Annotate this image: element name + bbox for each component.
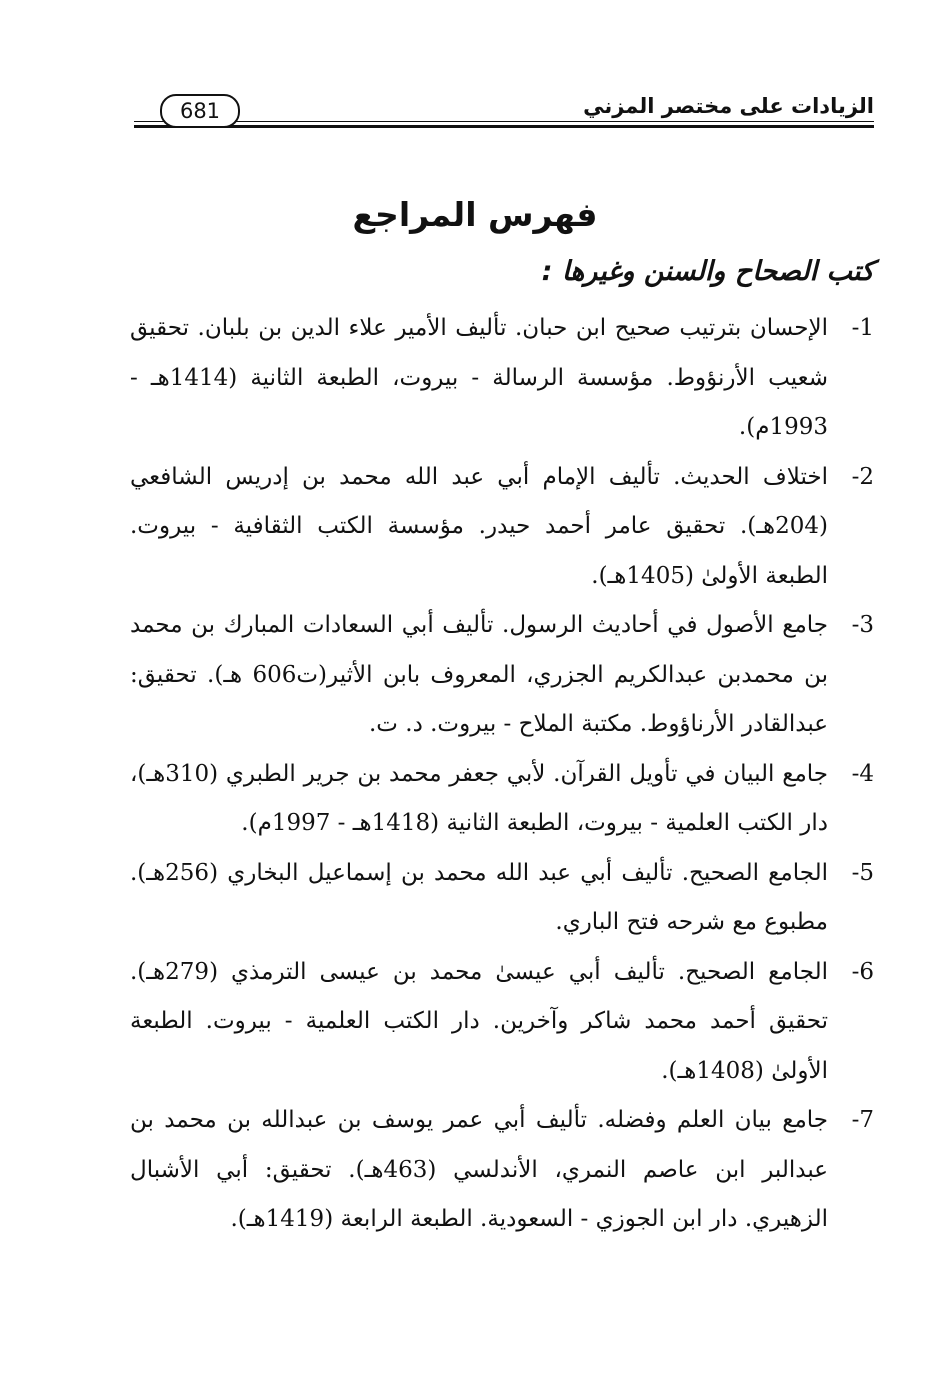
header-rule-thin [134, 121, 874, 122]
header-rule-thick [134, 125, 874, 128]
reference-number: 5- [851, 859, 874, 886]
reference-text: جامع البيان في تأويل القرآن. لأبي جعفر محمد بن جرير الطبري (310هـ)، دار الكتب العلمية - بيروت، الطبعة الثانية (1418هـ - 1997م). [130, 760, 828, 836]
reference-number: 3- [851, 612, 874, 638]
reference-number: 1- [851, 315, 874, 341]
reference-text: اختلاف الحديث. تأليف الإمام أبي عبد الله محمد بن إدريس الشافعي (204هـ). تحقيق عامر أحمد حيدر. مؤسسة الكتب الثقافية - بيروت. الطبعة الأولىٰ (1405هـ). [130, 463, 828, 589]
reference-item [130, 453, 874, 602]
running-header [134, 92, 874, 132]
reference-item [130, 948, 874, 1097]
reference-number: 4- [851, 760, 874, 787]
reference-text: الجامع الصحيح. تأليف أبي عيسىٰ محمد بن عيسى الترمذي (279هـ). تحقيق أحمد محمد شاكر وآخرين. دار الكتب العلمية - بيروت. الطبعة الأولىٰ (1408هـ). [130, 958, 828, 1084]
reference-text: جامع بيان العلم وفضله. تأليف أبي عمر يوسف بن عبدالله بن محمد بن عبدالبر ابن عاصم النمري، الأندلسي (463هـ). تحقيق: أبي الأشبال الزهيري. دار ابن الجوزي - السعودية. الطبعة الرابعة (1419هـ). [130, 1107, 828, 1232]
reference-number: 7- [851, 1107, 874, 1133]
running-header-title: الزيادات على مختصر المزني [583, 94, 874, 118]
reference-item [130, 1096, 874, 1245]
page-title: فهرس المراجع [352, 195, 598, 234]
reference-text: الإحسان بترتيب صحيح ابن حبان. تأليف الأمير علاء الدين بن بلبان. تحقيق شعيب الأرنؤوط. مؤسسة الرسالة - بيروت، الطبعة الثانية (1414هـ - 1993م). [130, 315, 828, 440]
reference-item [130, 304, 874, 453]
reference-text: الجامع الصحيح. تأليف أبي عبد الله محمد بن إسماعيل البخاري (256هـ). مطبوع مع شرحه فتح الباري. [130, 859, 828, 935]
reference-number: 6- [851, 958, 874, 985]
section-heading: كتب الصحاح والسنن وغيرها : [541, 256, 874, 287]
reference-number: 2- [851, 463, 874, 490]
reference-item [130, 750, 874, 849]
reference-item [130, 849, 874, 948]
reference-list [130, 304, 874, 1245]
page-number: 681 [160, 94, 240, 128]
reference-item [130, 601, 874, 750]
reference-text: جامع الأصول في أحاديث الرسول. تأليف أبي السعادات المبارك بن محمد بن محمدبن عبدالكريم الجزري، المعروف بابن الأثير(ت606 هـ). تحقيق: عبدالقادر الأرناؤوط. مكتبة الملاح - بيروت. د. ت. [130, 612, 829, 737]
